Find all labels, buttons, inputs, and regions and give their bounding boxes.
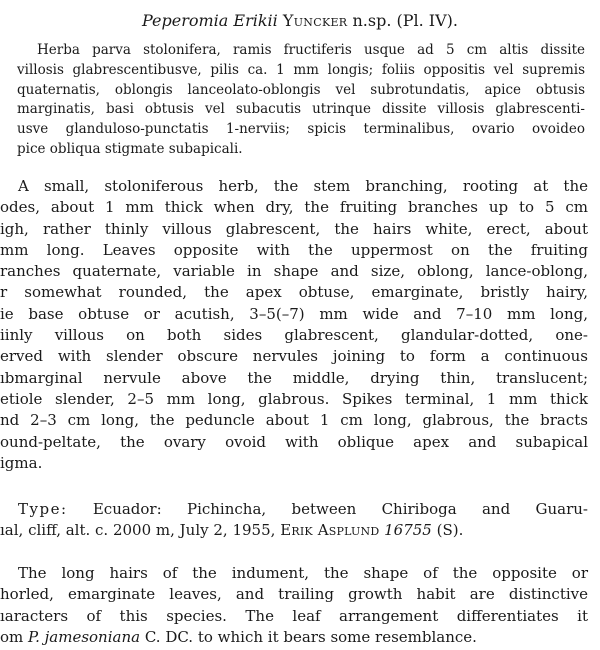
type-line bbox=[0, 520, 588, 541]
compared-species: P. jamesoniana bbox=[28, 627, 141, 646]
description-line: odes, about 1 mm thick when dry, the fruiting branches up to 5 cm bbox=[0, 198, 588, 217]
description-line: etiole slender, 2–5 mm long, glabrous. Spikes terminal, 1 mm thick bbox=[0, 389, 588, 408]
notes-line: ıaracters of this species. The leaf arrangement differentiates it bbox=[0, 606, 588, 625]
type-specimen bbox=[0, 499, 588, 542]
description-line: nd 2–3 cm long, the peduncle about 1 cm long, glabrous, the bracts bbox=[0, 411, 588, 430]
discussion-notes bbox=[0, 563, 588, 648]
description-line: ranches quaternate, variable in shape and size, oblong, lance-oblong, bbox=[0, 262, 588, 281]
notes-line: The long hairs of the indument, the shape of the opposite or bbox=[18, 564, 588, 582]
notes-last-pre: om bbox=[0, 627, 24, 646]
description-line: mm long. Leaves opposite with the uppermost on the fruiting bbox=[0, 240, 588, 259]
type-details: ıal, cliff, alt. c. 2000 m, July 2, 1955, bbox=[0, 521, 276, 540]
type-label: Type: bbox=[18, 500, 68, 518]
notes-line bbox=[0, 627, 588, 648]
description-line: igma. bbox=[0, 453, 43, 472]
collection-number: 16755 bbox=[384, 521, 432, 540]
collector-name: Erik Asplund bbox=[280, 521, 380, 540]
species-title bbox=[0, 10, 600, 32]
species-name: Peperomia Erikii bbox=[141, 11, 278, 30]
description-line: igh, rather thinly villous glabrescent, the hairs white, erect, about bbox=[0, 219, 588, 238]
herbarium-code: (S). bbox=[436, 521, 464, 540]
description-line: erved with slender obscure nervules joining to form a continuous bbox=[0, 347, 588, 366]
latin-diagnosis bbox=[17, 41, 585, 160]
species-title-suffix: n.sp. (Pl. IV). bbox=[352, 11, 458, 30]
notes-last-post: C. DC. to which it bears some resemblance. bbox=[144, 627, 477, 646]
latin-line: quaternatis, oblongis lanceolato-oblongis vel subrotundatis, apice obtusis bbox=[17, 81, 585, 98]
english-description bbox=[0, 176, 588, 474]
description-line: r somewhat rounded, the apex obtuse, emarginate, bristly hairy, bbox=[0, 283, 588, 302]
species-author: Yuncker bbox=[282, 11, 348, 30]
description-line: ie base obtuse or acutish, 3–5(–7) mm wide and 7–10 mm long, bbox=[0, 304, 588, 323]
latin-line: Herba parva stolonifera, ramis fructiferis usque ad 5 cm altis dissite bbox=[37, 42, 585, 58]
latin-line: pice obliqua stigmate subapicali. bbox=[17, 140, 243, 157]
description-line: ıbmarginal nervule above the middle, drying thin, translucent; bbox=[0, 368, 588, 387]
latin-line: marginatis, basi obtusis vel subacutis utrinque dissite villosis glabrescenti- bbox=[17, 101, 585, 118]
description-line: A small, stoloniferous herb, the stem branching, rooting at the bbox=[18, 177, 588, 195]
latin-line: usve glanduloso-punctatis 1-nerviis; spicis terminalibus, ovario ovoideo bbox=[17, 121, 585, 138]
type-line bbox=[0, 499, 588, 520]
description-line: ound-peltate, the ovary ovoid with oblique apex and subapical bbox=[0, 432, 588, 451]
notes-line: horled, emarginate leaves, and trailing growth habit are distinctive bbox=[0, 585, 588, 604]
latin-line: villosis glabrescentibusve, pilis ca. 1 mm longis; foliis oppositis vel supremis bbox=[17, 61, 585, 78]
type-locality: Ecuador: Pichincha, between Chiriboga and Guaru- bbox=[92, 500, 588, 518]
description-line: iinly villous on both sides glabrescent, glandular-dotted, one- bbox=[0, 326, 588, 345]
